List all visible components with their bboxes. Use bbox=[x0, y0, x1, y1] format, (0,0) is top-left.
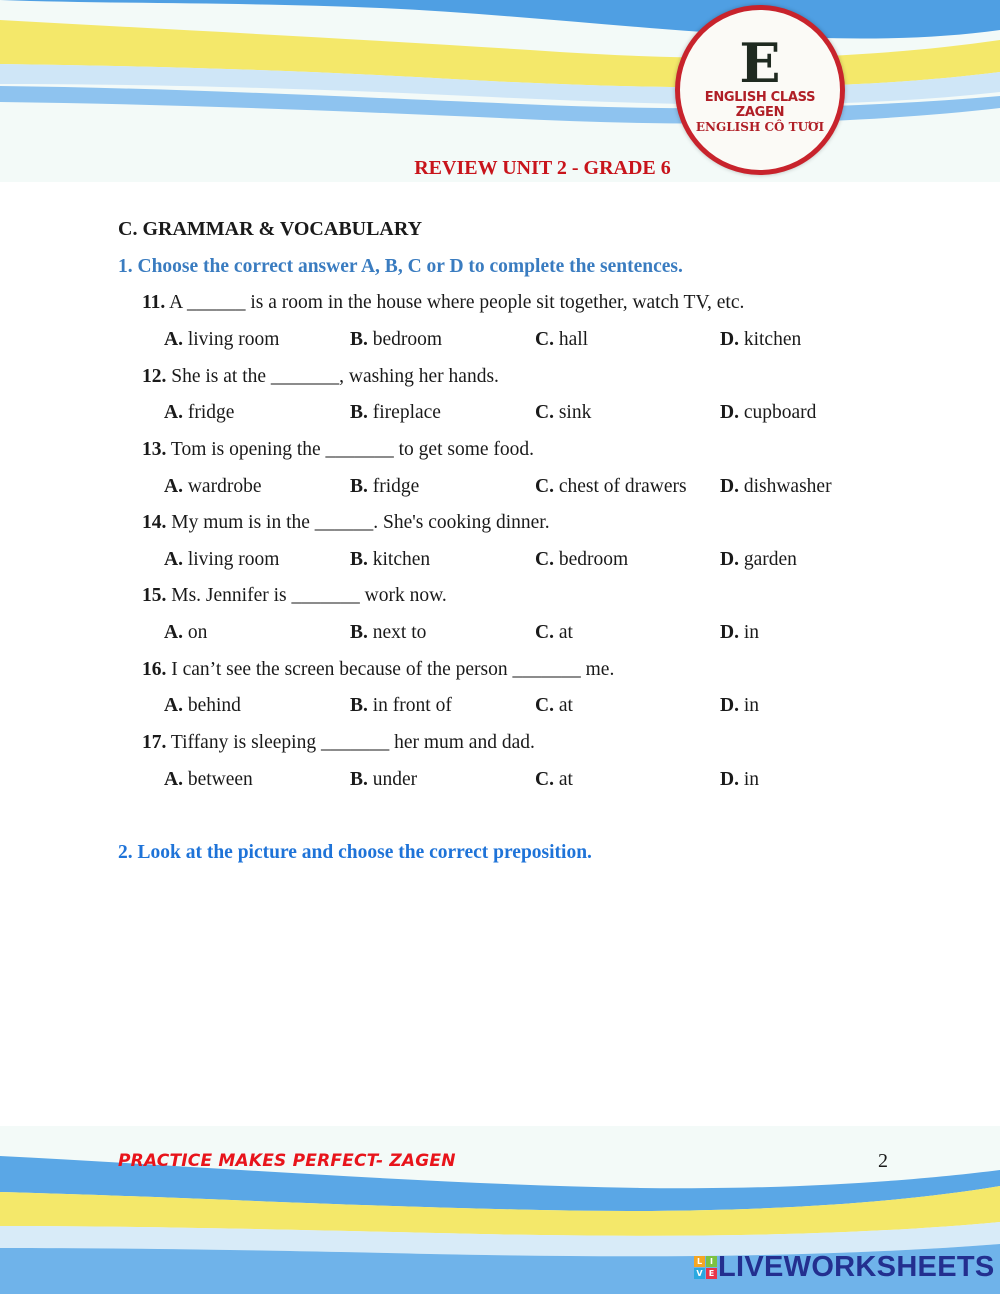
option-text: living room bbox=[182, 549, 280, 570]
option-text: bedroom bbox=[553, 549, 629, 570]
q14-option-b[interactable] bbox=[350, 549, 430, 571]
q17-option-b[interactable] bbox=[350, 769, 417, 791]
question-text: Ms. Jennifer is _______ work now. bbox=[166, 585, 447, 606]
option-letter: B. bbox=[350, 402, 368, 423]
q13-option-d[interactable] bbox=[720, 476, 832, 498]
block-v: V bbox=[694, 1268, 705, 1279]
q17-option-a[interactable] bbox=[164, 769, 253, 791]
question-text: My mum is in the ______. She's cooking dinner. bbox=[166, 512, 550, 533]
option-letter: C. bbox=[535, 769, 554, 790]
q15-option-b[interactable] bbox=[350, 622, 426, 644]
option-text: in bbox=[738, 622, 760, 643]
q11-option-c[interactable] bbox=[535, 329, 588, 351]
liveworksheets-wordmark: LIVEWORKSHEETS bbox=[718, 1251, 995, 1283]
option-text: in bbox=[738, 769, 760, 790]
q14-option-c[interactable] bbox=[535, 549, 628, 571]
option-text: in front of bbox=[367, 695, 452, 716]
liveworksheets-blocks-icon bbox=[694, 1256, 718, 1280]
q16-option-c[interactable] bbox=[535, 695, 573, 717]
option-text: garden bbox=[738, 549, 797, 570]
question-number: 15. bbox=[142, 585, 167, 606]
option-text: on bbox=[182, 622, 208, 643]
option-text: at bbox=[553, 695, 573, 716]
option-letter: A. bbox=[164, 769, 183, 790]
q13-option-b[interactable] bbox=[350, 476, 419, 498]
q16-option-a[interactable] bbox=[164, 695, 241, 717]
option-letter: D. bbox=[720, 329, 739, 350]
page-number: 2 bbox=[878, 1150, 888, 1172]
option-text: in bbox=[738, 695, 760, 716]
q11-option-a[interactable] bbox=[164, 329, 279, 351]
q11-option-d[interactable] bbox=[720, 329, 801, 351]
page-title: REVIEW UNIT 2 - GRADE 6 bbox=[414, 157, 671, 179]
option-letter: D. bbox=[720, 476, 739, 497]
option-letter: C. bbox=[535, 329, 554, 350]
option-text: at bbox=[553, 769, 573, 790]
question-15 bbox=[142, 585, 447, 607]
option-letter: D. bbox=[720, 549, 739, 570]
option-letter: C. bbox=[535, 476, 554, 497]
option-letter: B. bbox=[350, 329, 368, 350]
option-letter: B. bbox=[350, 695, 368, 716]
option-text: kitchen bbox=[738, 329, 802, 350]
question-17 bbox=[142, 732, 535, 754]
part1-instruction: 1. Choose the correct answer A, B, C or D to complete the sentences. bbox=[118, 256, 683, 277]
option-letter: D. bbox=[720, 622, 739, 643]
question-text: I can’t see the screen because of the person _______ me. bbox=[166, 659, 615, 680]
option-text: at bbox=[553, 622, 573, 643]
q12-option-d[interactable] bbox=[720, 402, 816, 424]
option-text: chest of drawers bbox=[553, 476, 687, 497]
block-l: L bbox=[694, 1256, 705, 1267]
footer-motto: PRACTICE MAKES PERFECT- ZAGEN bbox=[118, 1151, 456, 1171]
question-text: She is at the _______, washing her hands. bbox=[166, 366, 499, 387]
option-letter: D. bbox=[720, 769, 739, 790]
q15-option-a[interactable] bbox=[164, 622, 207, 644]
option-text: living room bbox=[182, 329, 280, 350]
q12-option-c[interactable] bbox=[535, 402, 591, 424]
header-banner bbox=[0, 0, 1000, 182]
option-letter: A. bbox=[164, 329, 183, 350]
question-number: 11. bbox=[142, 292, 166, 313]
option-letter: B. bbox=[350, 769, 368, 790]
option-text: fridge bbox=[182, 402, 235, 423]
option-letter: C. bbox=[535, 622, 554, 643]
question-number: 17. bbox=[142, 732, 167, 753]
question-text: Tiffany is sleeping _______ her mum and dad. bbox=[166, 732, 535, 753]
q14-option-a[interactable] bbox=[164, 549, 279, 571]
option-letter: C. bbox=[535, 402, 554, 423]
option-text: between bbox=[182, 769, 253, 790]
block-e: E bbox=[706, 1268, 717, 1279]
option-text: kitchen bbox=[367, 549, 431, 570]
option-letter: A. bbox=[164, 476, 183, 497]
question-16 bbox=[142, 659, 614, 681]
q15-option-d[interactable] bbox=[720, 622, 759, 644]
option-text: dishwasher bbox=[738, 476, 832, 497]
option-text: wardrobe bbox=[182, 476, 262, 497]
q13-option-c[interactable] bbox=[535, 476, 687, 498]
option-letter: A. bbox=[164, 622, 183, 643]
q16-option-b[interactable] bbox=[350, 695, 452, 717]
option-text: hall bbox=[553, 329, 589, 350]
question-number: 12. bbox=[142, 366, 167, 387]
option-letter: D. bbox=[720, 695, 739, 716]
q16-option-d[interactable] bbox=[720, 695, 759, 717]
header-wave-graphic bbox=[0, 0, 1000, 182]
question-number: 14. bbox=[142, 512, 167, 533]
question-13 bbox=[142, 439, 534, 461]
q12-option-b[interactable] bbox=[350, 402, 441, 424]
question-text: Tom is opening the _______ to get some food. bbox=[166, 439, 535, 460]
question-number: 16. bbox=[142, 659, 167, 680]
option-letter: B. bbox=[350, 622, 368, 643]
option-letter: A. bbox=[164, 695, 183, 716]
q11-option-b[interactable] bbox=[350, 329, 442, 351]
q17-option-c[interactable] bbox=[535, 769, 573, 791]
option-text: under bbox=[367, 769, 418, 790]
option-text: sink bbox=[553, 402, 592, 423]
option-letter: C. bbox=[535, 695, 554, 716]
block-i: I bbox=[706, 1256, 717, 1267]
logo-subtitle: ENGLISH CÔ TƯƠI bbox=[695, 120, 825, 134]
option-text: next to bbox=[367, 622, 427, 643]
logo-name: ENGLISH CLASS ZAGEN bbox=[704, 90, 816, 120]
question-12 bbox=[142, 366, 499, 388]
option-text: behind bbox=[182, 695, 241, 716]
question-14 bbox=[142, 512, 550, 534]
option-letter: B. bbox=[350, 549, 368, 570]
option-letter: A. bbox=[164, 549, 183, 570]
logo-letter-icon: E bbox=[739, 31, 781, 95]
part2-instruction: 2. Look at the picture and choose the correct preposition. bbox=[118, 842, 592, 863]
question-text: A ______ is a room in the house where people sit together, watch TV, etc. bbox=[165, 292, 745, 313]
section-title: C. GRAMMAR & VOCABULARY bbox=[118, 218, 423, 240]
q15-option-c[interactable] bbox=[535, 622, 573, 644]
option-text: bedroom bbox=[367, 329, 443, 350]
option-text: fridge bbox=[367, 476, 420, 497]
q17-option-d[interactable] bbox=[720, 769, 759, 791]
option-text: cupboard bbox=[738, 402, 817, 423]
question-11 bbox=[142, 292, 744, 314]
option-letter: C. bbox=[535, 549, 554, 570]
question-number: 13. bbox=[142, 439, 167, 460]
school-logo bbox=[675, 5, 845, 175]
q14-option-d[interactable] bbox=[720, 549, 797, 571]
option-text: fireplace bbox=[367, 402, 441, 423]
q13-option-a[interactable] bbox=[164, 476, 261, 498]
option-letter: D. bbox=[720, 402, 739, 423]
option-letter: A. bbox=[164, 402, 183, 423]
option-letter: B. bbox=[350, 476, 368, 497]
q12-option-a[interactable] bbox=[164, 402, 234, 424]
